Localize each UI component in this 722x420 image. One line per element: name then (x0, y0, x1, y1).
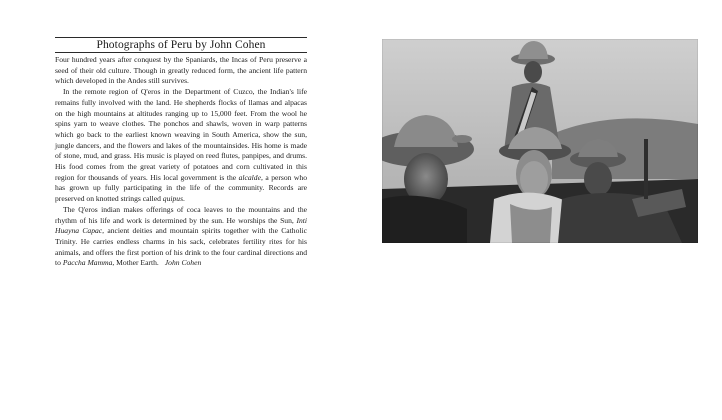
paragraph-2-text-b: , a person who has grown up fully participating in the life of the community. Records are preserved on knotted strings called (55, 172, 308, 204)
paragraph-3 (55, 205, 307, 269)
quipus-term: quipus (162, 194, 184, 204)
peru-photograph (382, 39, 698, 243)
alcalde-term: alcalde (238, 172, 261, 182)
title-bottom-rule (55, 52, 307, 53)
paccha-mamma-term: Paccha Mamma (62, 258, 113, 268)
paragraph-1-text: Four hundred years after conquest by the Spaniards, the Incas of Peru preserve a seed of their old culture. Though in greatly reduced form, the ancient life pattern which developed in the Andes still survives. (55, 55, 307, 86)
paragraph-2-text-c: . (183, 194, 185, 204)
paragraph-3-text-c: , Mother Earth. (112, 258, 159, 268)
author-signature: John Cohen (164, 258, 202, 268)
page-title: Photographs of Peru by John Cohen (96, 39, 266, 51)
paragraph-3-text-b: , ancient deities and mountain spirits together with the Catholic Trinity. He carries endless charms in his sack, celebrates fertility rites for his animals, and offers the first portion of his drink to the four cardinal directions and to (55, 226, 307, 268)
paragraph-2-text-a: In the remote region of Q'eros in the Department of Cuzco, the Indian's life remains fully involved with the land. He shepherds flocks of llamas and alpacas on the high mountains at altitudes ranging up to 15,000 feet. From the wool he spins yarn to weave clothes. The ponchos and shawls, woven in warp patterns which go back to the earliest known weaving in South America, show the sun, jungle dancers, and the flowers and lakes of the mountainsides. His home is made of stone, mud, and grass. His music is played on reed flutes, panpipes, and drums. His food comes from the great variety of potatoes and corn cultivated in this region for thousands of years. His local government is the (55, 87, 307, 182)
photograph-illustration (382, 39, 698, 243)
paragraph-3-text-a: The Q'eros indian makes offerings of coca leaves to the mountains and the rhythm of his life and work is determined by the sun. He worships the Sun, (55, 204, 307, 225)
paragraph-2 (55, 87, 307, 205)
inti-huayna-capac-term: Inti Huayna Capac (55, 215, 307, 236)
article-body (55, 55, 307, 269)
paragraph-1 (55, 55, 307, 87)
